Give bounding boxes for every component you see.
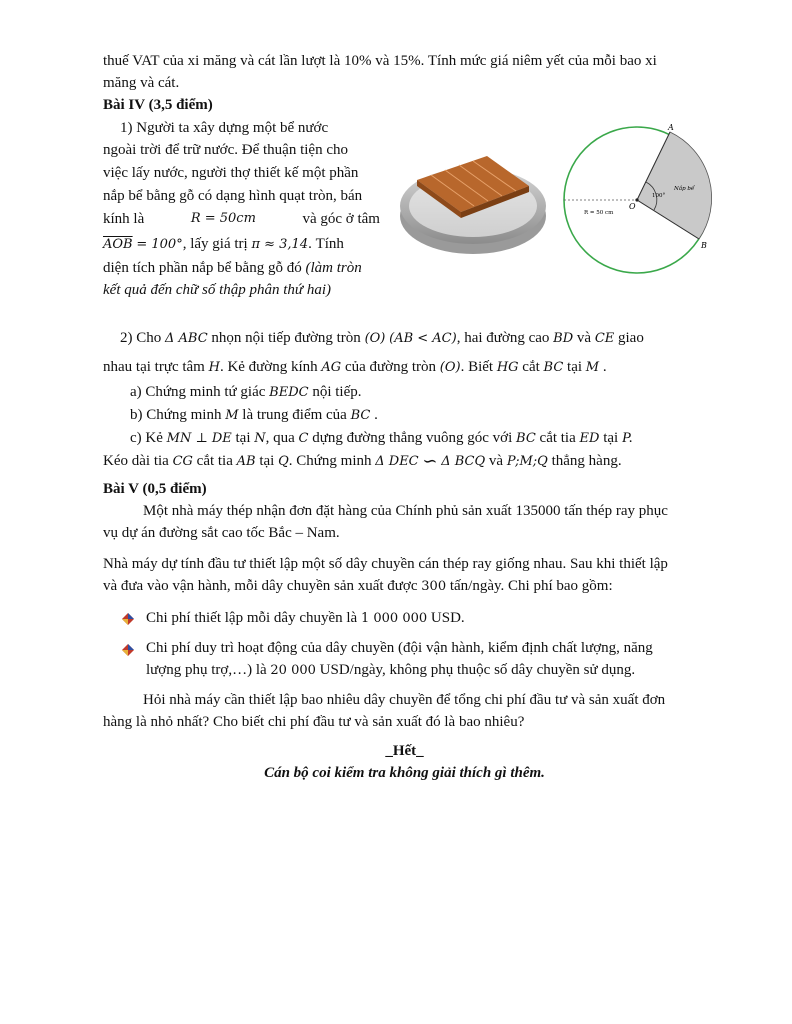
bai5-p1-line-1: Một nhà máy thép nhận đơn đặt hàng của Chính phủ sản xuất 135000 tấn thép ray phục <box>143 503 668 519</box>
similar-symbol: ∽ <box>422 451 438 471</box>
q2-t11: tại <box>567 359 583 375</box>
q1-line-7 <box>103 257 380 279</box>
bai5-p2-line-1: Nhà máy dự tính đầu tư thiết lập một số dây chuyền cán thép ray giống nhau. Sau khi thiết lập <box>103 556 668 572</box>
q2c-line-2 <box>103 450 706 473</box>
q2-t5: giao <box>618 330 644 346</box>
q2c-t11: và <box>488 453 504 469</box>
q2-t9: . Biết <box>460 359 494 375</box>
q1-text: Người ta xây dựng một bể nước <box>136 120 329 136</box>
q2-t7: . Kẻ đường kính <box>219 359 318 375</box>
q2-t8: của đường tròn <box>344 359 436 375</box>
q1-angle-value: = 100° <box>136 237 183 252</box>
end-marker: _Hết_ <box>385 743 424 759</box>
label-radius: R = 50 cm <box>584 210 614 216</box>
q1-pi-label: , lấy giá trị <box>182 236 248 252</box>
q2-bd: BD <box>553 331 574 346</box>
q2-t10: cắt <box>522 359 540 375</box>
intro-line-1: thuế VAT của xi măng và cát lần lượt là 10% và 15%. Tính mức giá niêm yết của mỗi bao xi <box>103 53 657 69</box>
q2c-dec: Δ DEC <box>375 454 419 469</box>
bullet-2-line-2 <box>146 659 706 682</box>
q1-line-2: ngoài trời để trữ nước. Để thuận tiện cho <box>103 142 348 158</box>
q2b-text: Chứng minh <box>146 407 222 423</box>
q2-circle-o: (O) <box>364 331 386 346</box>
q2c-c: C <box>298 431 309 446</box>
q2c-p: P. <box>621 430 633 446</box>
label-b: B <box>701 241 707 250</box>
q2-circle-o-2: (O) <box>439 360 461 375</box>
q1-line-6 <box>103 233 380 256</box>
bullet-1-amount: 1 000 000 <box>360 611 428 626</box>
q2c-t10: . Chứng minh <box>288 453 372 469</box>
bullet-2-end: USD/ngày, không phụ thuộc số dây chuyền sử dụng. <box>319 662 636 678</box>
label-a: A <box>668 123 674 132</box>
q2b <box>130 404 706 427</box>
bai5-p1-line-2: vụ dự án đường sắt cao tốc Bắc – Nam. <box>103 525 340 541</box>
bullet-2-line-1: Chi phí duy trì hoạt động của dây chuyền (đội vận hành, kiểm định chất lượng, năng <box>146 640 653 656</box>
q2c-t3: , qua <box>265 430 295 446</box>
bai5-heading: Bài V (0,5 điểm) <box>103 481 207 497</box>
q2-ag: AG <box>321 360 342 375</box>
q2-t6: nhau tại trực tâm <box>103 359 205 375</box>
q2-line-1 <box>120 327 706 350</box>
q1-line-5 <box>103 208 380 230</box>
q1-rounding-note-1: (làm tròn <box>305 260 362 276</box>
label-o: O <box>629 202 636 211</box>
q2b-mid: là trung điểm của <box>242 407 347 423</box>
q2c-bc: BC <box>516 431 536 446</box>
tank-illustration <box>397 140 549 258</box>
q1-task: diện tích phần nắp bể bằng gỗ đó <box>103 260 302 276</box>
bai4-heading: Bài IV (3,5 điểm) <box>103 97 213 113</box>
bai5-p3-line-1: Hỏi nhà máy cần thiết lập bao nhiêu dây chuyền để tổng chi phí đầu tư và sản xuất đơn <box>143 692 666 708</box>
bullet-1-unit: USD. <box>430 610 465 626</box>
q2c-q: Q <box>278 454 289 469</box>
q2-number: 2) <box>120 330 133 346</box>
q2a-text: Chứng minh tứ giác <box>145 384 266 400</box>
q2c-line-1 <box>130 427 706 450</box>
bullet-1-text: Chi phí thiết lập mỗi dây chuyền là <box>146 610 358 626</box>
q1-radius-label: kính là <box>103 211 145 227</box>
q2-t2: nhọn nội tiếp đường tròn <box>211 330 361 346</box>
q2c-t6: tại <box>603 430 619 446</box>
q2-h: H <box>208 360 220 375</box>
q2c-label: c) <box>130 430 142 446</box>
q2c-t12: thẳng hàng. <box>551 453 622 469</box>
q2c-t7: Kéo dài tia <box>103 453 169 469</box>
q1-number: 1) <box>120 120 133 136</box>
q2c-ed: ED <box>579 431 600 446</box>
q1-radius-value: R = 50cm <box>190 211 256 226</box>
bai5-p2-text: và đưa vào vận hành, mỗi dây chuyền sản xuất được <box>103 578 418 594</box>
bullet-2-amount: 20 000 <box>270 663 316 678</box>
q2-t1: Cho <box>136 330 162 346</box>
q1-line-8: kết quả đến chữ số thập phân thứ hai) <box>103 282 331 298</box>
q2c-t2: tại <box>235 430 251 446</box>
sector-diagram <box>558 120 720 282</box>
q2c-ab: AB <box>236 454 256 469</box>
q2-hg: HG <box>496 360 519 375</box>
q2-line-2 <box>103 356 706 379</box>
q2b-label: b) <box>130 407 143 423</box>
bai5-p2-end: tấn/ngày. Chi phí bao gồm: <box>449 578 613 594</box>
q2-bc: BC <box>543 360 564 375</box>
proctor-note: Cán bộ coi kiểm tra không giải thích gì thêm. <box>264 765 545 781</box>
q2a-label: a) <box>130 384 142 400</box>
q2c-t5: cắt tia <box>539 430 576 446</box>
q2c-bcq: Δ BCQ <box>441 454 486 469</box>
q2-ce: CE <box>594 331 615 346</box>
q1-pi-value: π ≈ 3,14 <box>251 237 309 252</box>
q2c-pmq: P;M;Q <box>506 454 548 469</box>
q2c-t9: tại <box>259 453 275 469</box>
q1-compute-label: . Tính <box>308 236 344 252</box>
q2a <box>130 381 706 404</box>
q1-line-3: việc lấy nước, người thợ thiết kế một phần <box>103 165 359 181</box>
q1-line-1 <box>120 117 380 139</box>
bai5-capacity: 300 <box>421 579 447 594</box>
q1-arc-aob: $\overline{AOB}$ <box>103 237 133 252</box>
intro-line-2: măng và cát. <box>103 75 180 91</box>
bullet-2-text: lượng phụ trợ,…) là <box>146 662 267 678</box>
q2-t12: . <box>602 359 607 375</box>
bai5-p3-line-2: hàng là nhỏ nhất? Cho biết chi phí đầu tư và sản xuất đó là bao nhiêu? <box>103 714 525 730</box>
q2c-n: N <box>254 431 266 446</box>
q1-line-4: nắp bể bằng gỗ có dạng hình quạt tròn, bán <box>103 188 363 204</box>
q2-condition: (AB < AC) <box>389 331 457 346</box>
q2-m: M <box>585 360 600 375</box>
q2-triangle-abc: Δ ABC <box>165 331 208 346</box>
label-lid: Nắp bể <box>674 186 695 192</box>
q2c-mn-perp-de: MN ⊥ DE <box>166 431 232 446</box>
q2c-t8: cắt tia <box>196 453 233 469</box>
q2a-end: nội tiếp. <box>312 384 362 400</box>
q2c-cg: CG <box>172 454 193 469</box>
center-point <box>635 198 638 201</box>
bullet-1 <box>146 607 706 630</box>
q2-t3: , hai đường cao <box>456 330 550 346</box>
q2b-end: . <box>374 407 378 423</box>
q2-t4: và <box>576 330 592 346</box>
label-angle: 100° <box>652 193 666 199</box>
bullet-icon <box>121 643 135 657</box>
q2a-quad: BEDC <box>269 385 309 400</box>
bullet-icon <box>121 612 135 626</box>
q2b-bc: BC <box>350 408 371 423</box>
q2c-t4: dựng đường thẳng vuông góc với <box>312 430 513 446</box>
q1-angle-label: và góc ở tâm <box>302 211 380 227</box>
bai5-p2-line-2 <box>103 575 706 598</box>
q2c-t1: Kẻ <box>145 430 163 446</box>
q2b-m: M <box>225 408 239 423</box>
